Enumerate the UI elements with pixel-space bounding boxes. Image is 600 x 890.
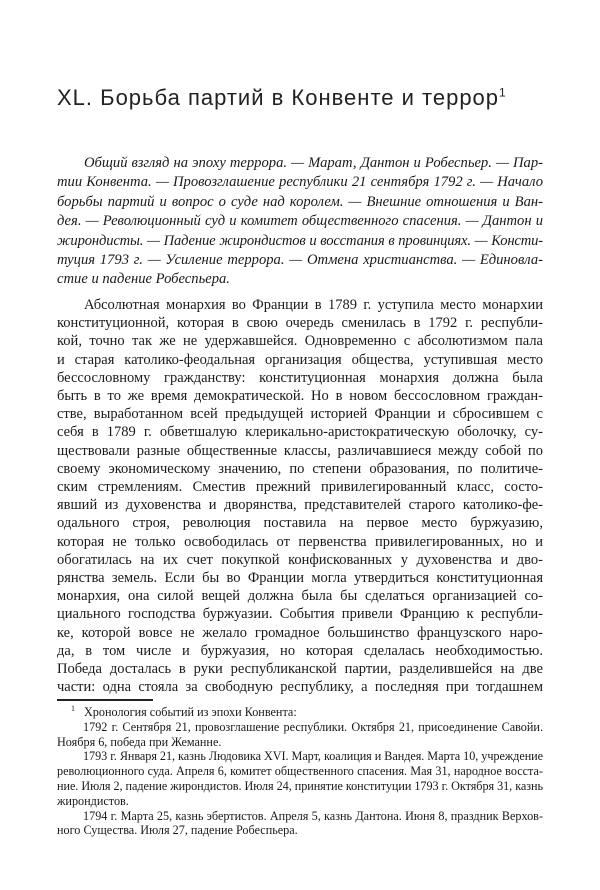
chapter-title <box>57 85 557 111</box>
text-line: себя в 1789 г. обветшалую клерикально-аристократическую оболочку, су- <box>57 424 543 441</box>
text-line: рянства земель. Если бы во Франции могла утвердиться конституционная <box>57 570 543 587</box>
text-line: борьбы партий и вопрос о суде над королем. — Внешние отношения и Ван- <box>57 193 543 210</box>
text-line: бессословному гражданству: конституционная монархия должна была <box>57 369 543 386</box>
text-line: Ноября 6, победа при Жеманне. <box>57 734 222 749</box>
text-line: Абсолютная монархия во Франции в 1789 г. уступила место монархии <box>84 297 543 313</box>
text-line: и старая католико-феодальная организация общества, уступившая место <box>57 351 543 368</box>
text-line: Общий взгляд на эпоху террора. — Марат, Дантон и Робеспьер. — Пар- <box>84 155 543 171</box>
text-line: ке, которой вовсе не желало громадное большинство французского наро- <box>57 624 543 641</box>
footnote-intro-text: Хронология событий из эпохи Конвента: <box>84 705 297 719</box>
text-line: конституционной, которая в свою очередь сменилась в 1792 г. республи- <box>57 315 543 332</box>
text-line: обогатилась на их счет покупкой конфискованных у духовенства и дво- <box>57 551 543 568</box>
text-line: жирондистов. <box>57 793 129 808</box>
body-paragraph <box>57 296 543 696</box>
text-line: да, в том числе и буржуазия, но которая сделалась необходимостью. <box>57 642 543 659</box>
text-line: которая не только освободилась от первенства привилегированных, но и <box>57 533 543 550</box>
text-line: одального строя, революция поставила на первое место буржуазию, <box>57 515 543 532</box>
text-line: быть в то же время демократической. Но в новом бессословном граждан- <box>57 388 543 405</box>
text-line: ние. Июля 2, падение жирондистов. Июля 24, принятие конституции 1793 г. Октября 31, казнь <box>57 778 543 793</box>
text-line: циального господства буржуазии. События привели Францию к республи- <box>57 606 543 623</box>
footnotes-section <box>57 705 543 838</box>
text-line: стие и падение Робеспьера. <box>57 271 230 288</box>
footnote-paragraph-1792 <box>57 720 543 750</box>
title-footnote-reference: 1 <box>499 85 506 100</box>
text-line: своему экономическому значению, по степени образования, по политиче- <box>57 460 543 477</box>
text-line: монархия, она силой вещей должна была бы сделаться организацией со- <box>57 588 543 605</box>
footnote-intro-line <box>57 705 543 720</box>
text-line: дея. — Революционный суд и комитет общественного спасения. — Дантон и <box>57 213 543 230</box>
footnote-paragraph-1794 <box>57 809 543 839</box>
text-line: туция 1793 г. — Усиление террора. — Отмена христианства. — Единовла- <box>57 252 543 269</box>
text-line: революционного суда. Апреля 6, комитет общественного спасения. Мая 31, народное восста- <box>57 764 543 779</box>
footnote-separator-rule <box>57 699 153 701</box>
text-line: явший из духовенства и дворянства, представителей старого католико-фе- <box>57 497 543 514</box>
text-line: жирондисты. — Падение жирондистов и восстания в провинциях. — Консти- <box>57 232 543 249</box>
text-line: 1794 г. Марта 25, казнь эбертистов. Апреля 5, казнь Дантона. Июня 8, праздник Верхов- <box>83 808 543 823</box>
text-line: тии Конвента. — Провозглашение республики 21 сентября 1792 г. — Начало <box>57 174 543 191</box>
chapter-summary-paragraph <box>57 154 543 290</box>
text-line: части: одна стояла за свободную республику, а последняя при тогдашнем <box>57 679 543 696</box>
text-line: ного Существа. Июля 27, падение Робеспьера. <box>57 823 298 838</box>
text-line: кой, точно так же не удержавшейся. Одновременно с абсолютизмом пала <box>57 333 543 350</box>
text-line: стве, выработанном всей предыдущей историей Франции и сбросившем с <box>57 406 543 423</box>
text-line: ским стремлениям. Сместив прежний привилегированный класс, состо- <box>57 479 543 496</box>
footnote-paragraph-1793 <box>57 749 543 808</box>
footnote-marker: 1 <box>71 703 75 713</box>
text-line: 1793 г. Января 21, казнь Людовика XVI. Март, коалиция и Вандея. Марта 10, учреждение <box>83 749 543 764</box>
text-line: ществовали разные общественные классы, различавшиеся между собой по <box>57 442 543 459</box>
text-line: 1792 г. Сентября 21, провозглашение республики. Октября 21, присоединение Савойи. <box>83 719 543 734</box>
text-line: Победа досталась в руки республиканской партии, разделившейся на две <box>57 661 543 678</box>
chapter-title-text: XL. Борьба партий в Конвенте и террор <box>57 84 500 110</box>
